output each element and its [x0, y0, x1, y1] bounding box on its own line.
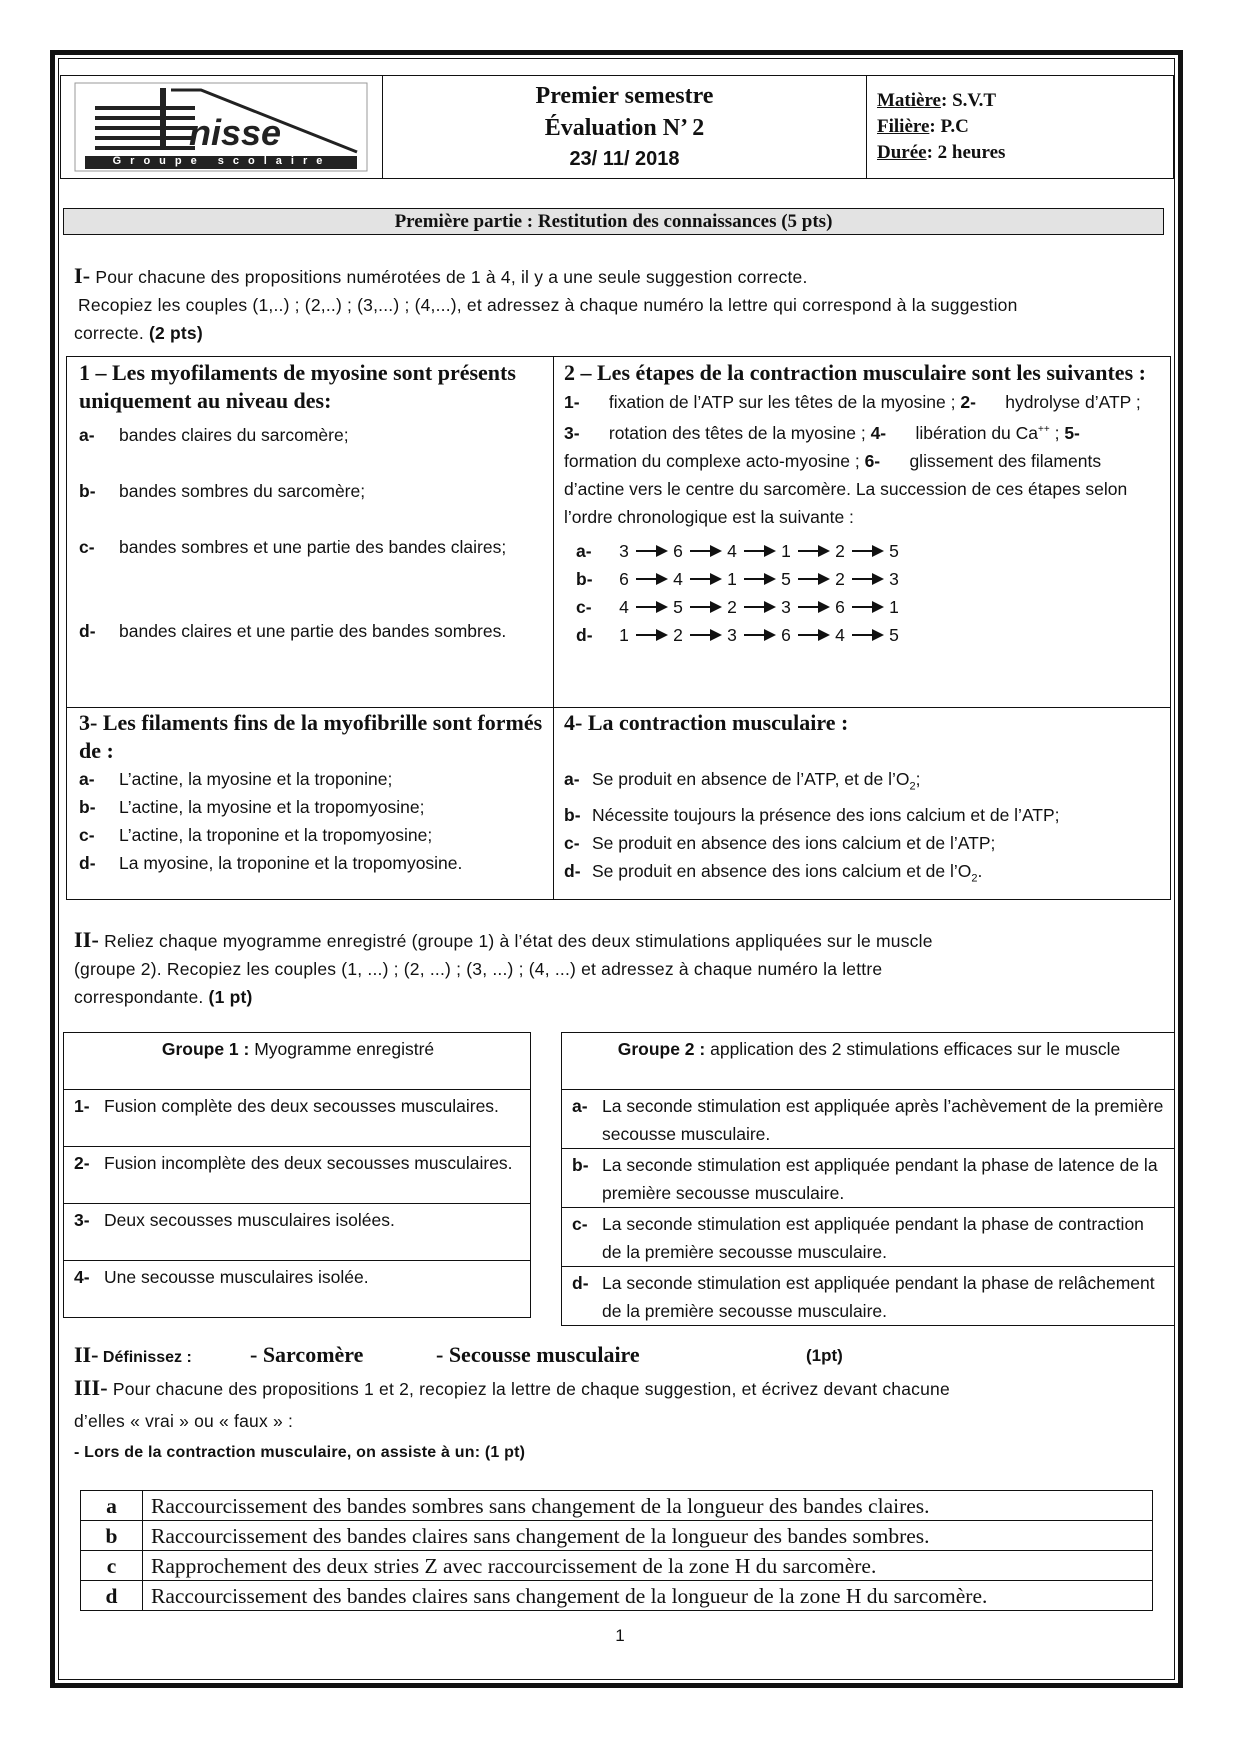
- section3-points: (1pt): [806, 1346, 843, 1365]
- q3-option-a: L’actine, la myosine et la troponine;: [119, 769, 393, 789]
- q2-step-2: hydrolyse d’ATP ;: [1005, 392, 1141, 412]
- header-info-cell: [867, 76, 1173, 178]
- q2-step-5: formation du complexe acto-myosine ;: [564, 450, 860, 471]
- q4-option-c: Se produit en absence des ions calcium et de l’ATP;: [592, 832, 996, 853]
- group1-header: Groupe 1 : Myogramme enregistré: [64, 1033, 531, 1090]
- q2-sequence-a: a- 3 6 4 1 2 5: [576, 540, 899, 561]
- question-1: 1 – Les myofilaments de myosine sont présents uniquement au niveau des: a- bandes claires du sarcomère; b- bandes sombres du sarcomère; c- bandes sombres et une partie des bandes claires; d- bandes claires et une partie des bandes sombres.: [79, 359, 547, 645]
- stream-line: [877, 114, 1173, 140]
- true-false-table: [80, 1490, 1153, 1611]
- q1-option-d: bandes claires et une partie des bandes sombres.: [119, 621, 507, 641]
- section1-line3: correcte.: [74, 323, 144, 343]
- section1-line2: Recopiez les couples (1,..) ; (2,..) ; (3,...) ; (4,...), et adressez à chaque numéro la lettre qui correspond à la suggestion: [78, 295, 1018, 315]
- header-title-cell: [383, 76, 867, 178]
- evaluation-title: Évaluation N’ 2: [544, 115, 705, 141]
- table-row: c Rapprochement des deux stries Z avec raccourcissement de la zone H du sarcomère.: [81, 1551, 1153, 1581]
- group2-header: Groupe 2 : application des 2 stimulations efficaces sur le muscle: [562, 1033, 1175, 1090]
- question-2: 2 – Les étapes de la contraction musculaire sont les suivantes : 1- fixation de l’ATP sur les têtes de la myosine ; 2- hydrolyse d’ATP ; 3- rotation des têtes de la myosine ; 4- libération du Ca++ ; 5- formation du complexe acto-myosine ; 6- glissement des filaments d’actine vers le centre du sarcomère. La succession de ces étapes selon l’ordre chronologique est la suivante : a- 3 6 4 1 2 5 b- 6 4 1 5 2 3 c- 4 5 2 3 6 1 d- 1 2 3 6 4 5: [564, 359, 1164, 649]
- section1-number: I-: [74, 263, 91, 288]
- header-table: [60, 75, 1174, 179]
- q2-step-4: libération du Ca: [915, 422, 1039, 443]
- q1-option-c: bandes sombres et une partie des bandes claires;: [119, 537, 507, 557]
- q2-step-6: glissement des filaments d’actine vers le centre du sarcomère.: [564, 450, 1102, 499]
- section2-instructions: [74, 926, 1174, 1011]
- q2-sequence-d: d- 1 2 3 6 4 5: [576, 624, 899, 645]
- group2-row: b- La seconde stimulation est appliquée pendant la phase de latence de la première secousse musculaire.: [562, 1149, 1175, 1208]
- q3-option-b: L’actine, la myosine et la tropomyosine;: [119, 797, 425, 817]
- logo-subtext: Groupe scolaire: [112, 155, 332, 167]
- section2-line2: (groupe 2). Recopiez les couples (1, ...) ; (2, ...) ; (3, ...) ; (4, ...) et adressez à chaque numéro la lettre: [74, 959, 883, 979]
- section1-instructions: [74, 262, 1174, 347]
- duration-value: : 2 heures: [926, 142, 1006, 163]
- section3-number: II-: [74, 1342, 99, 1367]
- group2-row: c- La seconde stimulation est appliquée pendant la phase de contraction de la première secousse musculaire.: [562, 1208, 1175, 1267]
- q3-option-d: La myosine, la troponine et la tropomyosine.: [119, 853, 463, 873]
- group1-row: 3- Deux secousses musculaires isolées.: [64, 1204, 531, 1261]
- subject-line: [877, 88, 1173, 114]
- group1-row: 2- Fusion incomplète des deux secousses musculaires.: [64, 1147, 531, 1204]
- group2-row: d- La seconde stimulation est appliquée pendant la phase de relâchement de la première secousse musculaire.: [562, 1267, 1175, 1326]
- q1-option-b: bandes sombres du sarcomère;: [119, 481, 366, 501]
- question-3: 3- Les filaments fins de la myofibrille sont formés de : a- L’actine, la myosine et la troponine; b- L’actine, la myosine et la tropomyosine; c- L’actine, la troponine et la tropomyosine; d- La myosine, la troponine et la tropomyosine.: [79, 709, 547, 877]
- group2-table: [561, 1032, 1175, 1326]
- section1-points: (2 pts): [148, 323, 203, 343]
- q2-sequences: [564, 537, 1164, 649]
- subject-value: : S.V.T: [941, 90, 997, 111]
- q1-option-a: bandes claires du sarcomère;: [119, 425, 349, 445]
- table-row: b Raccourcissement des bandes claires sans changement de la longueur des bandes sombres.: [81, 1521, 1153, 1551]
- q3-option-c: L’actine, la troponine et la tropomyosine;: [119, 825, 433, 845]
- section2-line3: correspondante.: [74, 987, 204, 1007]
- group1-table: [63, 1032, 531, 1318]
- exam-date: 23/ 11/ 2018: [569, 148, 680, 170]
- section2-number: II-: [74, 927, 100, 952]
- section2-line1: Reliez chaque myogramme enregistré (groupe 1) à l’état des deux stimulations appliquées sur le muscle: [104, 931, 933, 951]
- section4-line3: - Lors de la contraction musculaire, on assiste à un: (1 pt): [74, 1444, 526, 1461]
- semester-title: Premier semestre: [535, 83, 714, 109]
- question-4-title: 4- La contraction musculaire :: [564, 710, 849, 735]
- stream-label: Filière: [877, 116, 930, 137]
- q4-option-b: Nécessite toujours la présence des ions calcium et de l’ATP;: [592, 804, 1060, 825]
- school-logo: [61, 76, 383, 178]
- section4-number: III-: [74, 1375, 108, 1400]
- question-2-title: 2 – Les étapes de la contraction musculaire sont les suivantes :: [564, 360, 1146, 385]
- q4-option-a: Se produit en absence de l’ATP, et de l’O: [592, 769, 910, 789]
- q2-order-text: La succession de ces étapes selon l’ordre chronologique est la suivante :: [564, 478, 1128, 527]
- question-1-title: 1 – Les myofilaments de myosine sont présents uniquement au niveau des:: [79, 360, 516, 413]
- section4-instructions: [74, 1374, 1174, 1467]
- section4-line2: d’elles « vrai » ou « faux » :: [74, 1411, 294, 1431]
- section2-points: (1 pt): [208, 987, 253, 1007]
- section3-label: Définissez :: [102, 1349, 192, 1366]
- part-title: Première partie : Restitution des connaissances (5 pts): [63, 208, 1164, 235]
- table-row: d Raccourcissement des bandes claires sans changement de la longueur de la zone H du sarcomère.: [81, 1581, 1153, 1611]
- logo-text: nisse: [189, 112, 282, 153]
- section1-line1: Pour chacune des propositions numérotées de 1 à 4, il y a une seule suggestion correcte.: [95, 267, 808, 287]
- questions-grid: [66, 356, 1171, 900]
- q2-sequence-c: c- 4 5 2 3 6 1: [576, 596, 899, 617]
- section4-line1: Pour chacune des propositions 1 et 2, recopiez la lettre de chaque suggestion, et écrivez devant chacune: [112, 1379, 950, 1399]
- subject-label: Matière: [877, 90, 941, 111]
- q2-step-3: rotation des têtes de la myosine ;: [608, 422, 866, 443]
- q2-sequence-b: b- 6 4 1 5 2 3: [576, 568, 899, 589]
- section3-definitions: [74, 1342, 1174, 1372]
- term-secousse: - Secousse musculaire: [436, 1342, 640, 1367]
- q2-step-1: fixation de l’ATP sur les têtes de la myosine ;: [608, 392, 956, 412]
- page-number: 1: [615, 1626, 625, 1645]
- duration-line: [877, 140, 1173, 166]
- table-row: a Raccourcissement des bandes sombres sans changement de la longueur des bandes claires.: [81, 1491, 1153, 1521]
- question-4: 4- La contraction musculaire : a- Se produit en absence de l’ATP, et de $l’O_2$; b- Nécessite toujours la présence des ions calcium et de l’ATP; c- Se produit en absence des ions calcium et de l’ATP; d- Se produit en absence des ions calcium et de $l’O_2$.: [564, 709, 1164, 892]
- stream-value: : P.C: [929, 116, 969, 137]
- duration-label: Durée: [877, 142, 927, 163]
- term-sarcomere: - Sarcomère: [250, 1342, 364, 1367]
- question-3-title: 3- Les filaments fins de la myofibrille sont formés de :: [79, 710, 543, 763]
- group1-row: 4- Une secousse musculaires isolée.: [64, 1261, 531, 1318]
- q4-option-d: Se produit en absence des ions calcium et de l’O: [592, 860, 972, 881]
- group2-row: a- La seconde stimulation est appliquée après l’achèvement de la première secousse musculaire.: [562, 1090, 1175, 1149]
- group1-row: 1- Fusion complète des deux secousses musculaires.: [64, 1090, 531, 1147]
